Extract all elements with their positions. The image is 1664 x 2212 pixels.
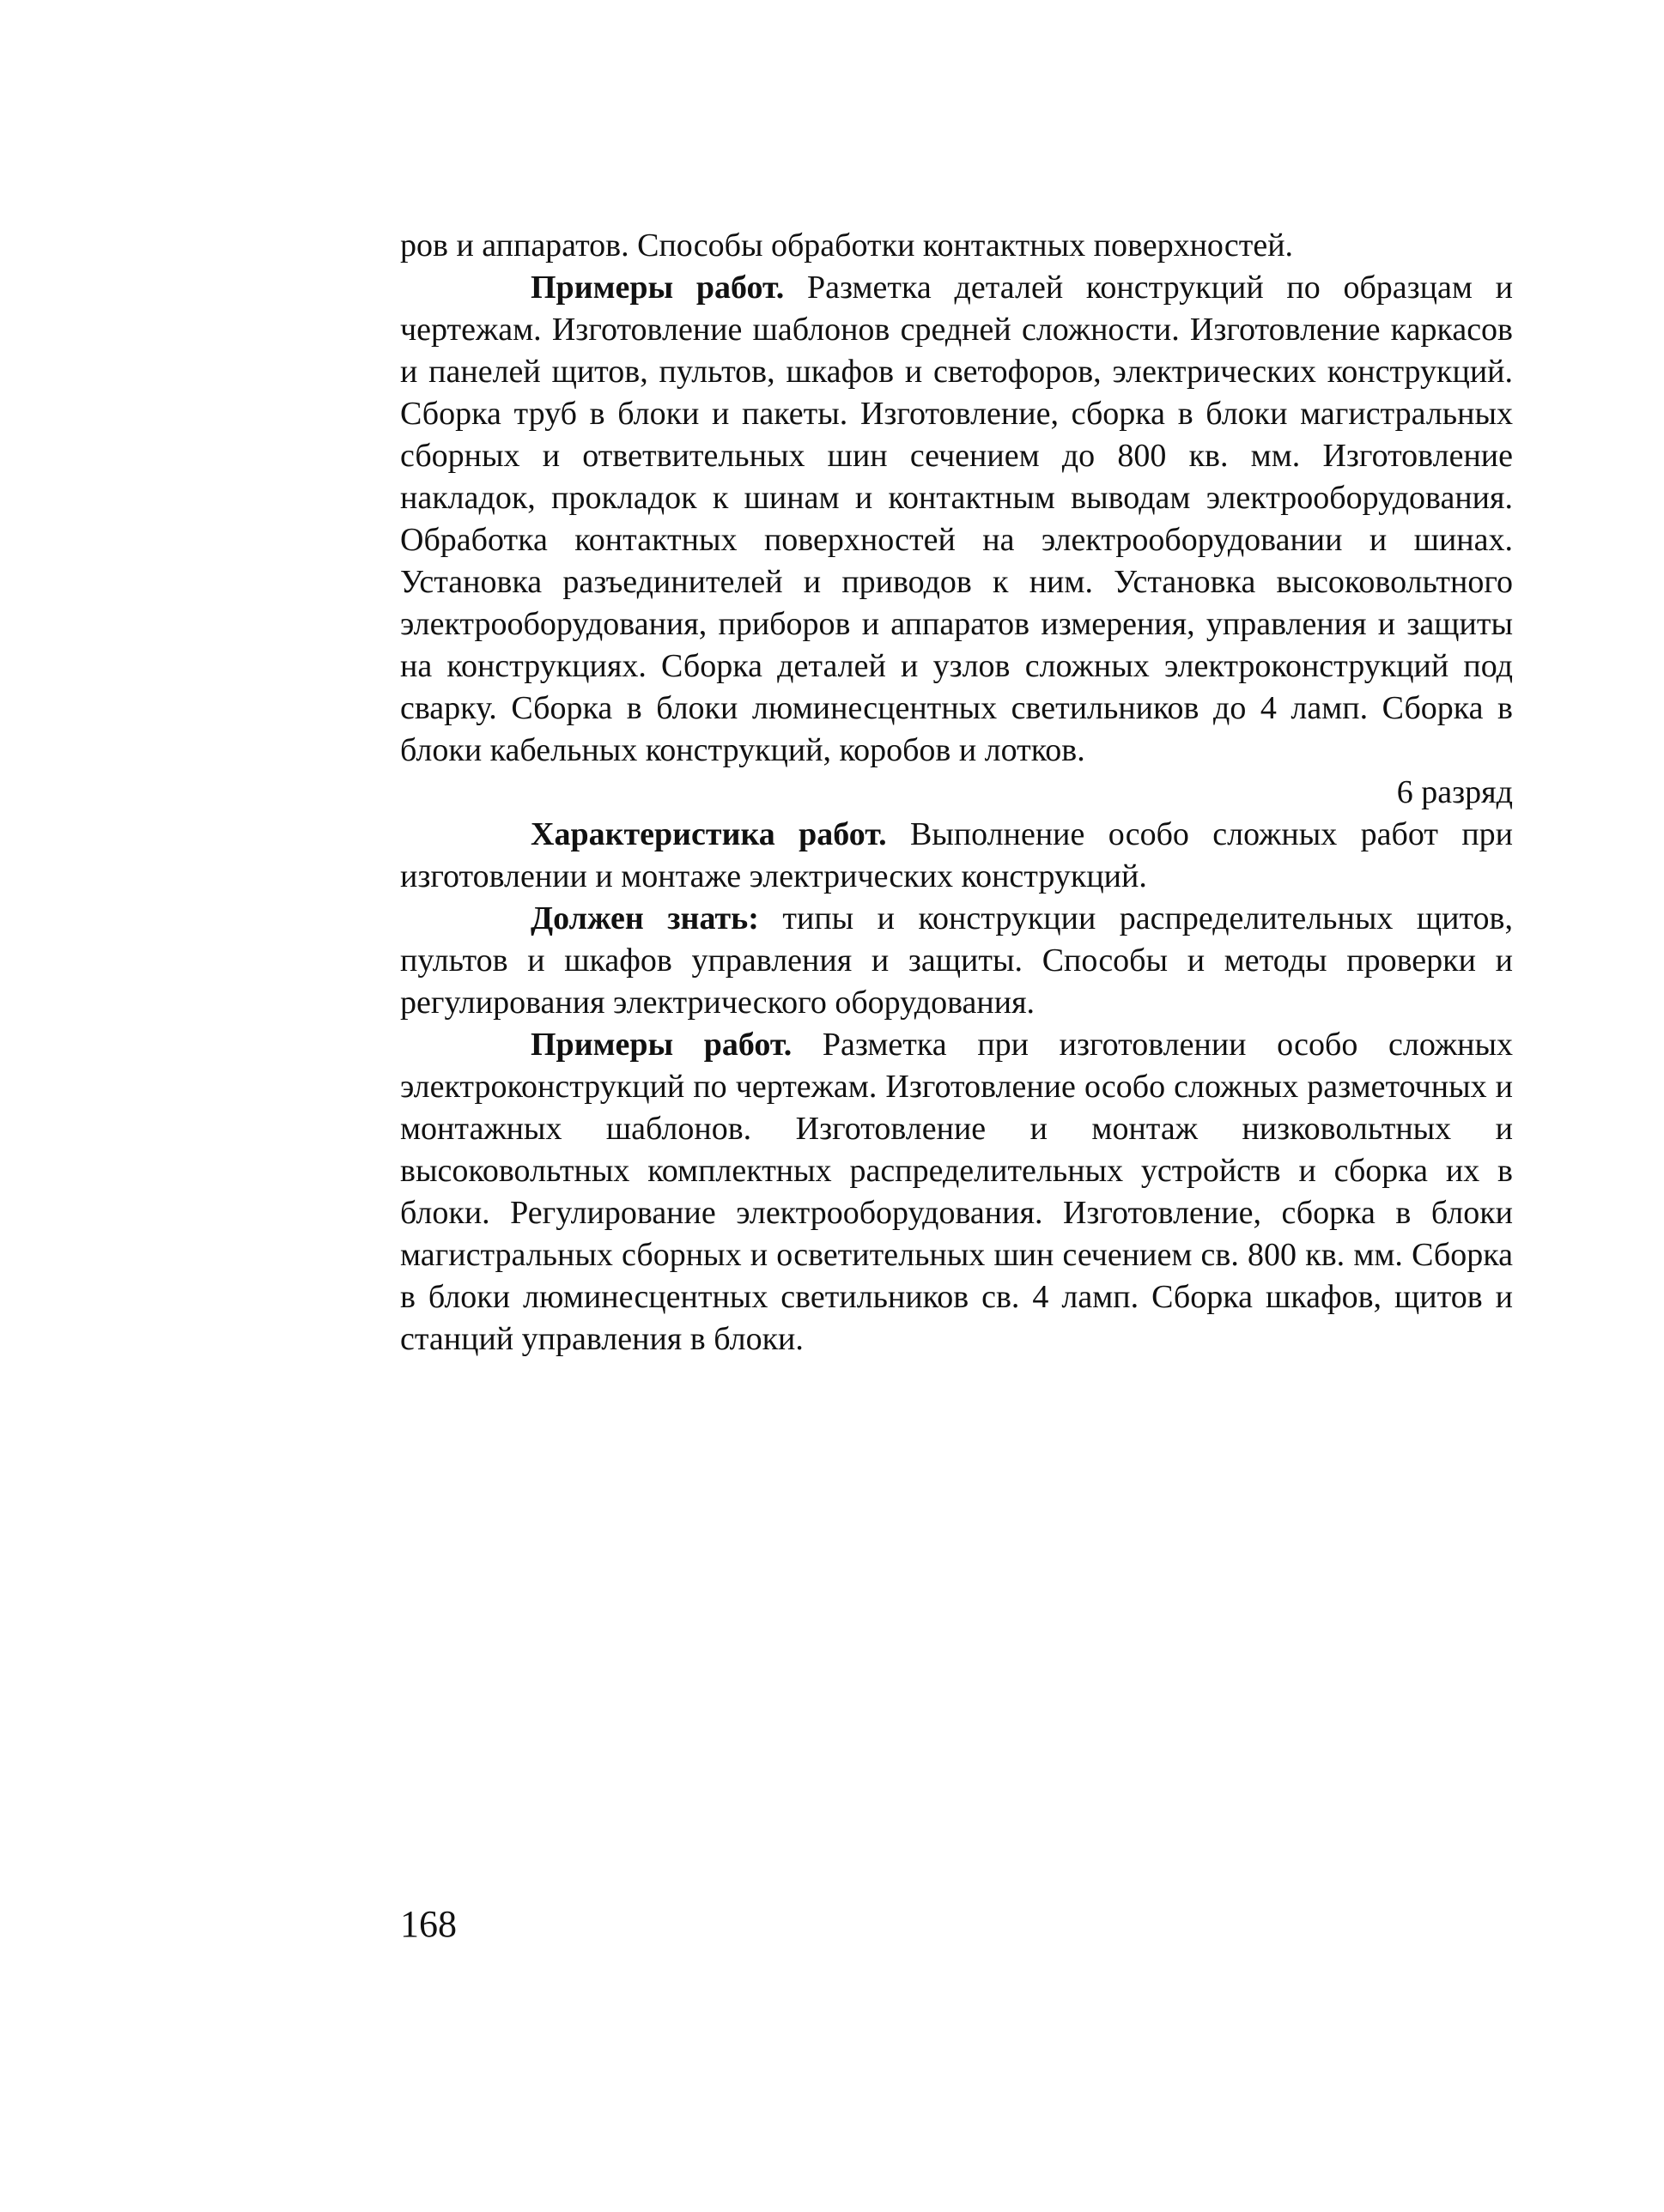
paragraph-lead: Должен знать: [531, 900, 759, 936]
page-content [400, 225, 1513, 1361]
paragraph-text: типы и конструкции распределительных щитов, пультов и шкафов управления и защиты. Способы и методы проверки и регулирования электрического оборудования. [400, 900, 1513, 1021]
paragraph-lead: Характеристика работ. [531, 816, 887, 852]
paragraph-lead: Примеры работ. [531, 270, 785, 306]
paragraph-continuation [400, 225, 1513, 267]
paragraph-work-characteristics [400, 814, 1513, 898]
paragraph-text: Разметка деталей конструкций по образцам и чертежам. Изготовление шаблонов средней сложности. Изготовление каркасов и панелей щитов, пультов, шкафов и светофоров, электрических конструкций. Сборка труб в блоки и пакеты. Изготовление, сборка в блоки магистральных сборных и ответвительных шин сечением до 800 кв. мм. Изготовление накладок, прокладок к шинам и контактным выводам электрооборудования. Обработка контактных поверхностей на электрооборудовании и шинах. Установка разъединителей и приводов к ним. Установка высоковольтного электрооборудования, приборов и аппаратов измерения, управления и защиты на конструкциях. Сборка деталей и узлов сложных электроконструкций под сварку. Сборка в блоки люминесцентных светильников до 4 ламп. Сборка в блоки кабельных конструкций, коробов и лотков. [400, 270, 1513, 768]
paragraph-lead: Примеры работ. [531, 1027, 793, 1063]
paragraph-text: ров и аппаратов. Способы обработки контактных поверхностей. [400, 227, 1294, 264]
paragraph-must-know [400, 898, 1513, 1024]
paragraph-work-examples-grade5 [400, 267, 1513, 772]
paragraph-text: Разметка при изготовлении особо сложных электроконструкций по чертежам. Изготовление особо сложных разметочных и монтажных шаблонов. Изготовление и монтаж низковольтных и высоковольтных комплектных распределительных устройств и сборка их в блоки. Регулирование электрооборудования. Изготовление, сборка в блоки магистральных сборных и осветительных шин сечением св. 800 кв. мм. Сборка в блоки люминесцентных светильников св. 4 ламп. Сборка шкафов, щитов и станций управления в блоки. [400, 1027, 1513, 1357]
paragraph-work-examples-grade6 [400, 1024, 1513, 1361]
grade-heading: 6 разряд [1396, 774, 1513, 810]
text-block [400, 225, 1513, 1361]
paragraph-text: Выполнение особо сложных работ при изготовлении и монтаже электрических конструкций. [400, 816, 1513, 894]
page-number: 168 [400, 1903, 457, 1945]
